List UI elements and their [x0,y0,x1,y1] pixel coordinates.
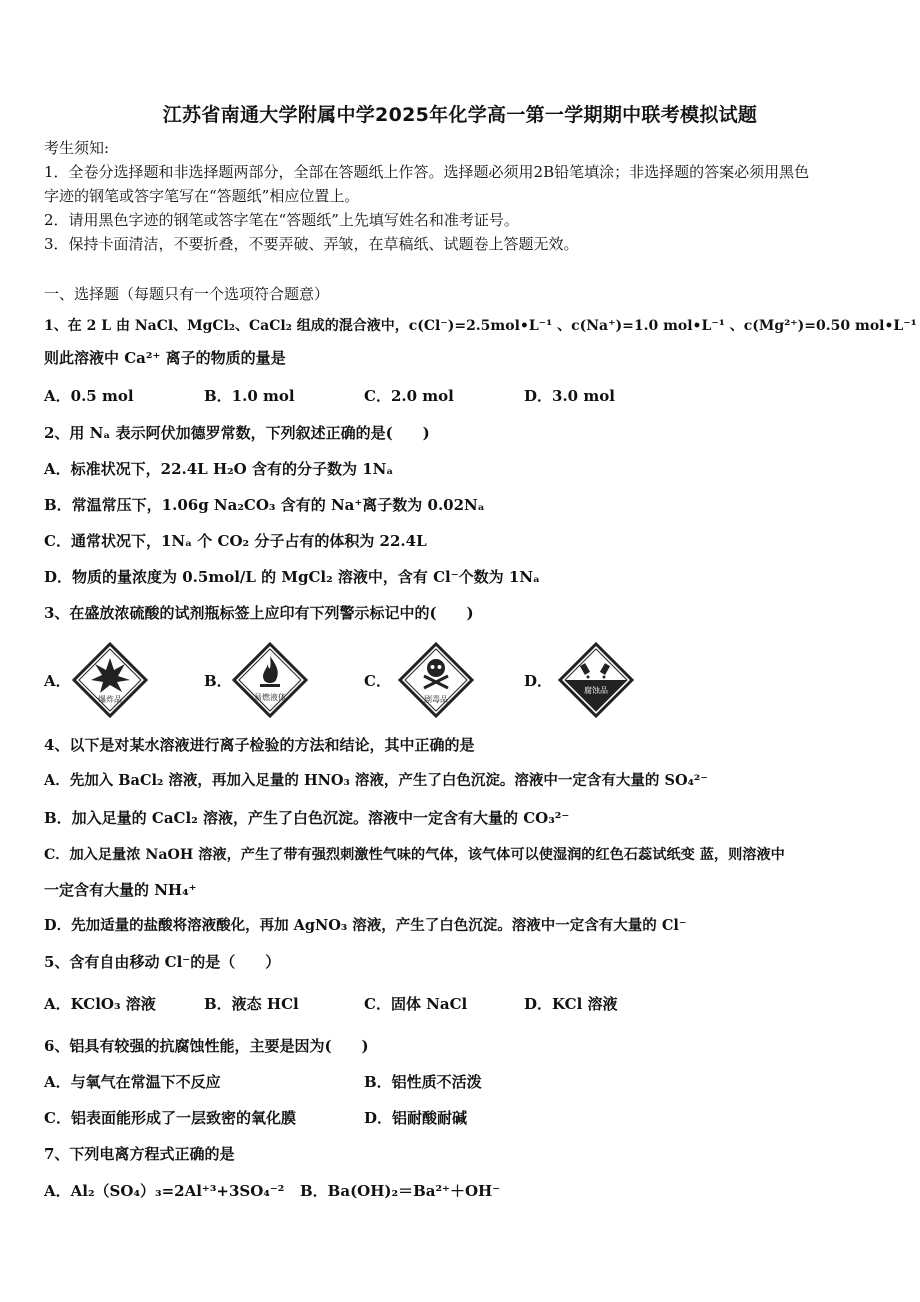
notice-item: 字迹的钢笔或答字笔写在“答题纸”相应位置上。 [44,187,360,205]
q4-option-b[interactable]: B．加入足量的 CaCl₂ 溶液，产生了白色沉淀。溶液中一定含有大量的 CO₃²⁻ [44,809,570,827]
sign-text: 爆炸品 [98,695,122,704]
q4-option-c[interactable]: C．加入足量浓 NaOH 溶液，产生了带有强烈刺激性气味的气体，该气体可以使湿润的红色石蕊试纸变 蓝，则溶液中 [44,847,785,863]
q7-options [44,1180,884,1202]
q7-option-b[interactable]: B．Ba(OH)₂＝Ba²⁺＋OH⁻ [300,1182,501,1200]
page-title: 江苏省南通大学附属中学2025年化学高一第一学期期中联考模拟试题 [162,104,758,126]
q3-option-c-label[interactable]: C． [364,672,391,690]
q2-option-d[interactable]: D．物质的量浓度为 0.5mol/L 的 MgCl₂ 溶液中，含有 Cl⁻个数为 1Nₐ [44,568,541,586]
q4-option-c-cont[interactable]: 一定含有大量的 NH₄⁺ [44,881,197,899]
sign-text: 腐蚀品 [584,686,608,695]
q5-option-b[interactable]: B．液态 HCl [204,995,299,1013]
q5-option-d[interactable]: D．KCl 溶液 [524,995,618,1013]
q6-stem: 6、铝具有较强的抗腐蚀性能，主要是因为( ) [44,1037,369,1055]
q1-option-d[interactable]: D．3.0 mol [524,387,615,405]
notice-item: 1．全卷分选择题和非选择题两部分，全部在答题纸上作答。选择题必须用2B铅笔填涂；非选择题的答案必须用黑色 [44,163,810,181]
q1-option-c[interactable]: C．2.0 mol [364,387,454,405]
q4-option-a[interactable]: A．先加入 BaCl₂ 溶液，再加入足量的 HNO₃ 溶液，产生了白色沉淀。溶液中一定含有大量的 SO₄²⁻ [44,772,708,789]
q5-option-a[interactable]: A．KClO₃ 溶液 [44,995,156,1013]
corrosive-icon[interactable] [556,640,636,720]
q5-options [44,993,884,1015]
q3-option-b-label[interactable]: B． [204,672,232,690]
section-heading: 一、选择题（每题只有一个选项符合题意） [44,285,330,303]
q3-options [44,640,744,720]
sign-text: 剧毒品 [424,695,448,704]
q5-option-c[interactable]: C．固体 NaCl [364,995,468,1013]
sign-text: 易燃液体 [254,693,286,702]
q2-option-b[interactable]: B．常温常压下，1.06g Na₂CO₃ 含有的 Na⁺离子数为 0.02Nₐ [44,496,485,514]
notice-item: 2．请用黑色字迹的钢笔或答字笔在“答题纸”上先填写姓名和准考证号。 [44,211,519,229]
q2-option-c[interactable]: C．通常状况下，1Nₐ 个 CO₂ 分子占有的体积为 22.4L [44,532,427,550]
q4-stem: 4、以下是对某水溶液进行离子检验的方法和结论，其中正确的是 [44,736,475,754]
skull-icon[interactable] [396,640,476,720]
notice-heading: 考生须知: [44,139,110,157]
flame-icon[interactable] [230,640,310,720]
q1-options [44,385,884,407]
q6-option-b[interactable]: B．铝性质不活泼 [364,1073,482,1091]
q6-options-row1 [44,1071,884,1093]
q2-option-a[interactable]: A．标准状况下，22.4L H₂O 含有的分子数为 1Nₐ [44,460,394,478]
q6-option-c[interactable]: C．铝表面能形成了一层致密的氧化膜 [44,1109,296,1127]
q1-stem: 则此溶液中 Ca²⁺ 离子的物质的量是 [44,349,286,367]
q5-stem: 5、含有自由移动 Cl⁻的是（ ） [44,953,281,971]
q7-option-a[interactable]: A．Al₂（SO₄）₃=2Al⁺³+3SO₄⁻² [44,1182,285,1200]
notice-item: 3．保持卡面清洁，不要折叠，不要弄破、弄皱，在草稿纸、试题卷上答题无效。 [44,235,579,253]
q1-option-a[interactable]: A．0.5 mol [44,387,134,405]
q1-option-b[interactable]: B．1.0 mol [204,387,295,405]
q7-stem: 7、下列电离方程式正确的是 [44,1145,235,1163]
q4-option-d[interactable]: D．先加适量的盐酸将溶液酸化，再加 AgNO₃ 溶液，产生了白色沉淀。溶液中一定含有大量的 Cl⁻ [44,917,687,934]
q6-options-row2 [44,1107,884,1129]
q3-stem: 3、在盛放浓硫酸的试剂瓶标签上应印有下列警示标记中的( ) [44,604,474,622]
explosion-icon[interactable] [70,640,150,720]
q6-option-a[interactable]: A．与氧气在常温下不反应 [44,1073,221,1091]
q2-stem: 2、用 Nₐ 表示阿伏加德罗常数，下列叙述正确的是( ) [44,424,430,442]
q1-stem: 1、在 2 L 由 NaCl、MgCl₂、CaCl₂ 组成的混合液中，c(Cl⁻)=2.5mol•L⁻¹ 、c(Na⁺)=1.0 mol•L⁻¹ 、c(Mg²⁺)=0.50 mol•L⁻¹ [44,318,917,334]
q3-option-a-label[interactable]: A． [44,672,71,690]
q3-option-d-label[interactable]: D． [524,672,553,690]
q6-option-d[interactable]: D．铝耐酸耐碱 [364,1109,468,1127]
